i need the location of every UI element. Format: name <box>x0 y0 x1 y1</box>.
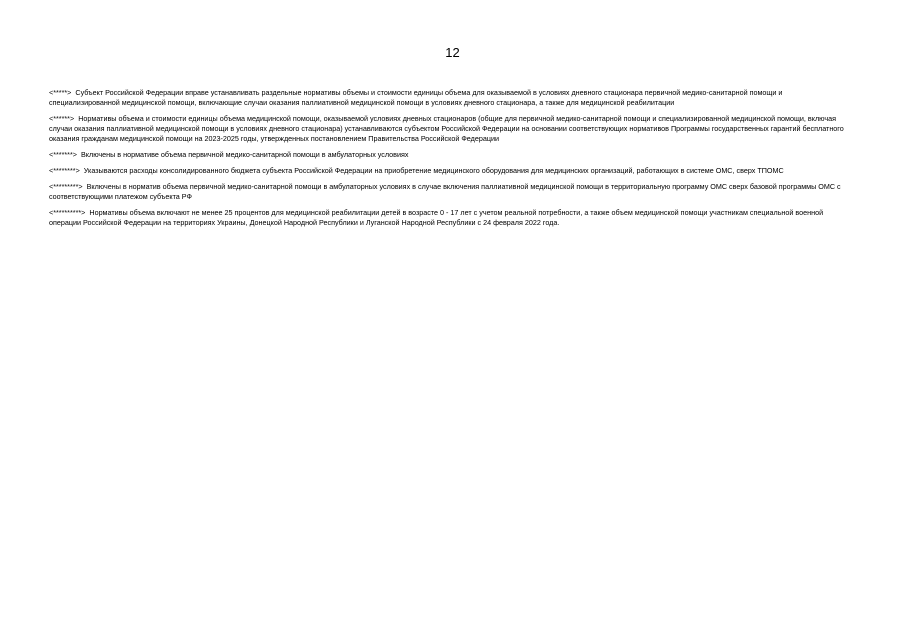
footnote-5 <box>49 88 849 108</box>
footnote-marker: <********> <box>49 166 80 175</box>
footnote-6 <box>49 114 849 144</box>
footnotes-list <box>49 88 849 234</box>
footnote-text: Субъект Российской Федерации вправе устанавливать раздельные нормативы объемы и стоимости единицы объема для оказываемой в условиях дневного стационара первичной медико-санитарной помощи и специализированной медицинской помощи, включающие случаи оказания паллиативной медицинской помощи в условиях дневного стационара, а также для медицинской реабилитации <box>49 88 783 107</box>
footnote-marker: <*********> <box>49 182 83 191</box>
footnote-marker: <*****> <box>49 88 72 97</box>
footnote-text-continuation: операции Российской Федерации на территориях Украины, Донецкой Народной Республики и Луганской Народной Республики с 24 февраля 2022 года. <box>49 218 560 227</box>
footnote-7 <box>49 150 849 160</box>
footnote-10 <box>49 208 849 228</box>
footnote-marker: <******> <box>49 114 75 123</box>
footnote-text: Включены в норматив объема первичной медико-санитарной помощи в амбулаторных условиях в случае включения паллиативной медицинской помощи в территориальную программу ОМС сверх базовой программы ОМС с соответствующими платежом субъекта РФ <box>49 182 841 201</box>
footnote-text: Нормативы объема включают не менее 25 процентов для медицинской реабилитации детей в возрасте 0 - 17 лет с учетом реальной потребности, а также объем медицинской помощи участникам специальной военной <box>89 208 824 217</box>
page-number: 12 <box>445 45 460 60</box>
footnote-text: Включены в нормативе объема первичной медико-санитарной помощи в амбулаторных условиях <box>80 150 409 159</box>
footnote-text: Нормативы объема и стоимости единицы объема медицинской помощи, оказываемой условиях дневных стационаров (общие для первичной медико-санитарной помощи и специализированной медицинской помощи, включая случаи оказания паллиативной медицинской помощи в условиях дневного стационара) устанавливаются субъектом Российской Федерации на основании соответствующих нормативов Программы государственных гарантий бесплатного оказания гражданам медицинской помощи на 2023-2025 годы, утвержденных постановлением Правительства Российской Федерации <box>49 114 844 143</box>
footnote-9 <box>49 182 849 202</box>
footnote-8 <box>49 166 849 176</box>
footnote-marker: <**********> <box>49 208 86 217</box>
footnote-text: Указываются расходы консолидированного бюджета субъекта Российской Федерации на приобретение медицинского оборудования для медицинских организаций, работающих в системе ОМС, сверх ТПОМС <box>83 166 784 175</box>
footnote-marker: <*******> <box>49 150 77 159</box>
